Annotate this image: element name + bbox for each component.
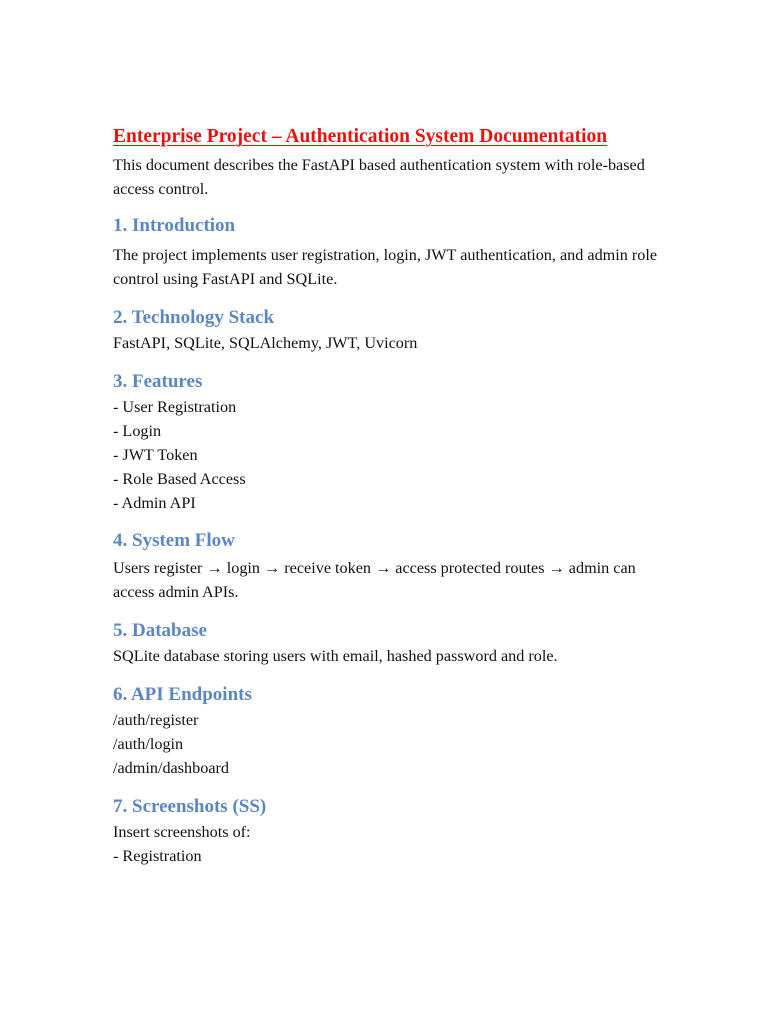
list-item: - User Registration: [113, 398, 237, 416]
section-heading-database: 5. Database: [113, 620, 207, 641]
section-paragraph-technology-stack: FastAPI, SQLite, SQLAlchemy, JWT, Uvicorn: [113, 334, 418, 352]
list-item: - Login: [113, 422, 162, 440]
list-item: /auth/register: [113, 711, 199, 729]
section-heading-technology-stack: 2. Technology Stack: [113, 307, 275, 328]
list-item: - Registration: [113, 847, 202, 865]
section-paragraph-database: SQLite database storing users with email, hashed password and role.: [113, 647, 558, 665]
features-list: [113, 395, 673, 515]
section-heading-screenshots: 7. Screenshots (SS): [113, 796, 267, 817]
api-endpoints-list: [113, 708, 673, 780]
section-paragraph-system-flow: Users register → login → receive token → access protected routes → admin can access admin APIs.: [113, 559, 636, 601]
section-heading-introduction: 1. Introduction: [113, 215, 236, 236]
section-heading-features: 3. Features: [113, 371, 203, 392]
document-page: [113, 124, 673, 868]
document-title: Enterprise Project – Authentication System Documentation: [113, 126, 608, 147]
list-item: - JWT Token: [113, 446, 198, 464]
list-item: /admin/dashboard: [113, 759, 229, 777]
section-heading-api-endpoints: 6. API Endpoints: [113, 684, 252, 705]
section-heading-system-flow: 4. System Flow: [113, 530, 235, 551]
screenshots-list: [113, 844, 673, 868]
list-item: - Admin API: [113, 494, 196, 512]
section-paragraph-screenshots: Insert screenshots of:: [113, 823, 251, 841]
intro-paragraph: This document describes the FastAPI based authentication system with role-based access control.: [113, 156, 645, 198]
list-item: - Role Based Access: [113, 470, 246, 488]
list-item: /auth/login: [113, 735, 184, 753]
section-paragraph-introduction: The project implements user registration, login, JWT authentication, and admin role control using FastAPI and SQLite.: [113, 246, 658, 288]
